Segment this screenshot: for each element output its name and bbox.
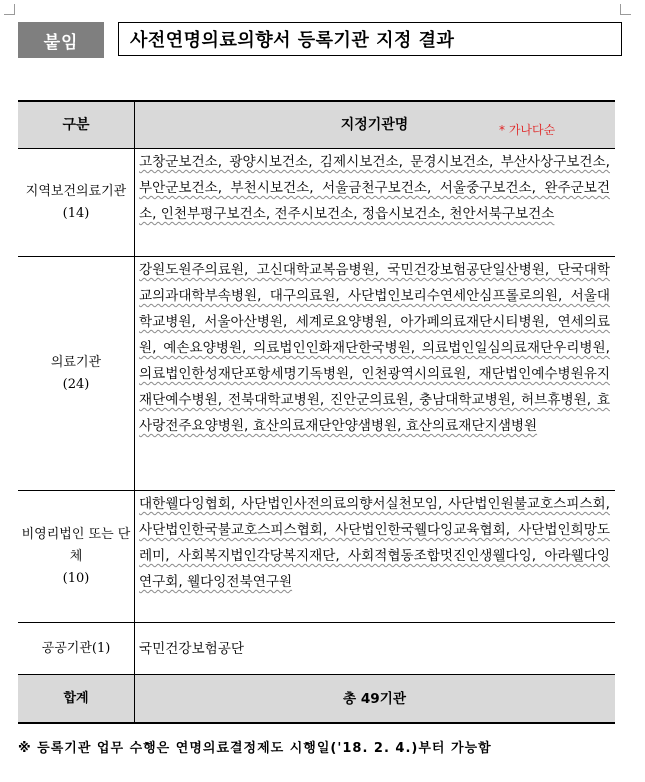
row-institutions: [135, 149, 616, 257]
table-row: [18, 149, 615, 257]
table-row: [18, 491, 615, 623]
category-label: 공공기관(1): [41, 640, 111, 656]
row-category: [18, 149, 135, 257]
category-label: 지역보건의료기관: [25, 183, 127, 199]
institution-list: 대한웰다잉협회, 사단법인사전의료의향서실천모임, 사단법인원불교호스피스회, 사단법인한국불교호스피스협회, 사단법인한국웰다잉교육협회, 사단법인희망도레미, 사회복지법인각당복지재단, 사회적협동조합멋진인생웰다잉, 아라웰다잉연구회, 웰다잉전북연구원: [139, 496, 610, 590]
header-category: 구분: [18, 101, 135, 149]
row-category: [18, 257, 135, 491]
category-label: 의료기관: [50, 354, 102, 370]
table-row: [18, 257, 615, 491]
attachment-tag: 붙임: [18, 22, 104, 58]
footnote: ※ 등록기관 업무 수행은 연명의료결정제도 시행일('18. 2. 4.)부터 가능함: [18, 741, 492, 756]
row-institutions: [135, 623, 616, 675]
row-institutions: [135, 491, 616, 623]
header-institutions-label: 지정기관명: [340, 117, 409, 133]
table-total-row: [18, 675, 615, 724]
table-row: [18, 623, 615, 675]
category-count: (14): [62, 205, 90, 221]
row-institutions: [135, 257, 616, 491]
category-label: 비영리법인 또는 단체: [21, 526, 131, 564]
corner-mark-left: [4, 4, 15, 15]
total-label: 합계: [18, 675, 135, 724]
institution-list: 국민건강보험공단: [139, 640, 245, 657]
total-value: 총 49기관: [135, 675, 616, 724]
header-institutions: [135, 101, 616, 149]
category-count: (24): [62, 376, 90, 392]
corner-mark-right: [620, 4, 631, 15]
institution-list: 고창군보건소, 광양시보건소, 김제시보건소, 문경시보건소, 부산사상구보건소, 부안군보건소, 부천시보건소, 서울금천구보건소, 서울중구보건소, 완주군보건소, 인천부평구보건소, 전주시보건소, 정읍시보건소, 천안서북구보건소: [139, 154, 610, 222]
document-title: 사전연명의료의향서 등록기관 지정 결과: [118, 22, 622, 56]
row-category: [18, 491, 135, 623]
row-category: [18, 623, 135, 675]
table-header-row: [18, 101, 615, 149]
registration-table: [18, 100, 615, 724]
category-count: (10): [62, 570, 90, 586]
sort-note: * 가나다순: [499, 123, 556, 137]
institution-list: 강원도원주의료원, 고신대학교복음병원, 국민건강보험공단일산병원, 단국대학교의과대학부속병원, 대구의료원, 사단법인보리수연세안심프롤로의원, 서울대학교병원, 서울아산병원, 세계로요양병원, 아가페의료재단시티병원, 연세의료원, 예손요양병원, 의료법인인화재단한국병원, 의료법인일심의료재단우리병원, 의료법인한성재단포항세명기독병원, 인천광역시의료원, 재단법인예수병원유지재단예수병원, 전북대학교병원, 진안군의료원, 충남대학교병원, 허브휴병원, 효사랑전주요양병원, 효산의료재단안양샘병원, 효산의료재단지샘병원: [139, 262, 610, 434]
